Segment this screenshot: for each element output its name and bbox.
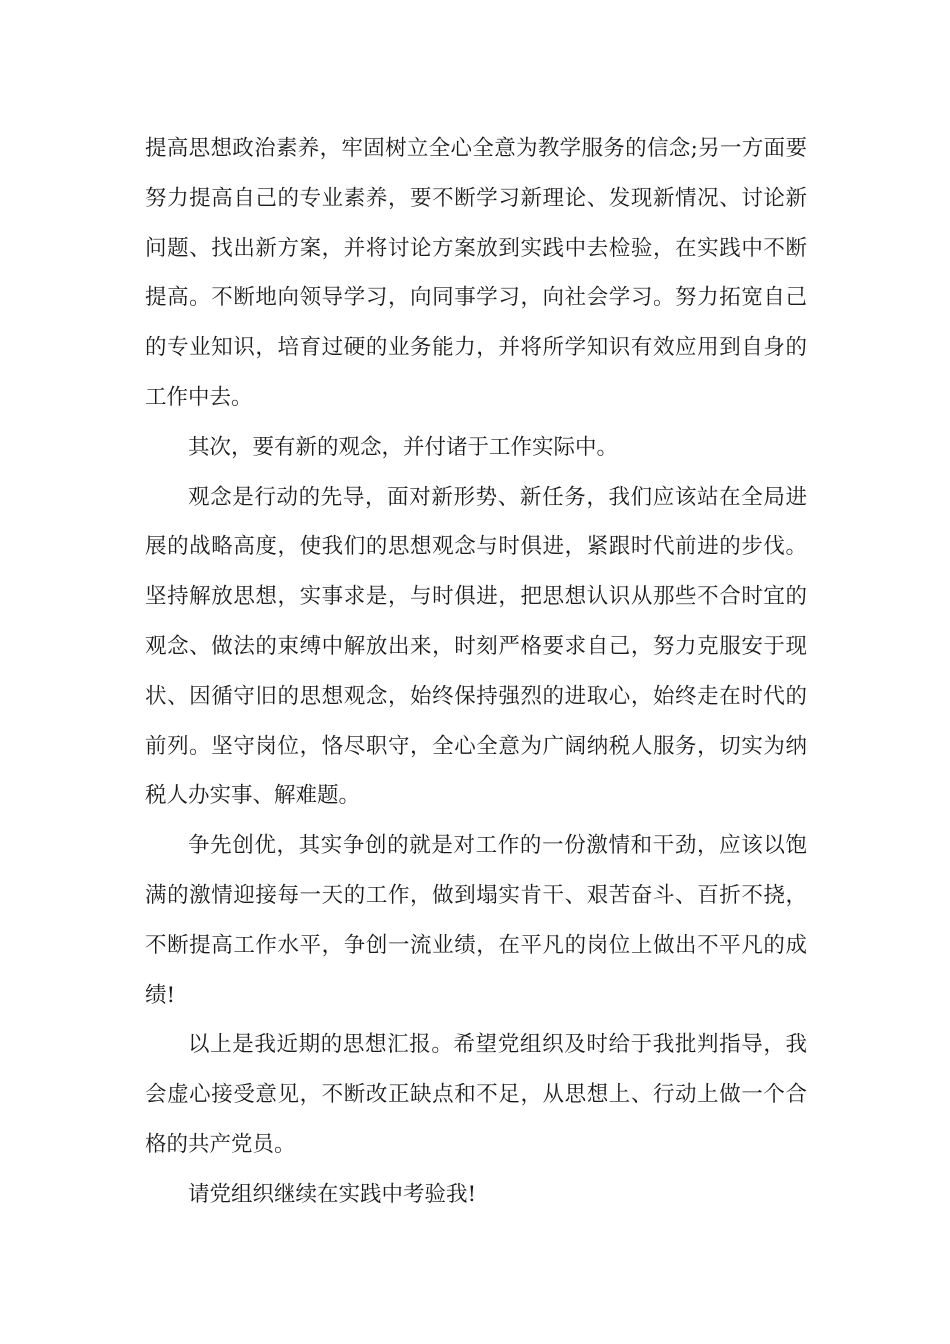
paragraph-continued: 提高思想政治素养，牢固树立全心全意为教学服务的信念;另一方面要努力提高自己的专业素养，要不断学习新理论、发现新情况、讨论新问题、找出新方案，并将讨论方案放到实践中去检验，在实践中不断提高。不断地向领导学习，向同事学习，向社会学习。努力拓宽自己的专业知识，培育过硬的业务能力，并将所学知识有效应用到自身的工作中去。 — [145, 136, 807, 410]
paragraph-concept-guide: 观念是行动的先导，面对新形势、新任务，我们应该站在全局进展的战略高度，使我们的思想观念与时俱进，紧跟时代前进的步伐。坚持解放思想，实事求是，与时俱进，把思想认识从那些不合时宜的观念、做法的束缚中解放出来，时刻严格要求自己，努力克服安于现状、因循守旧的思想观念，始终保持强烈的进取心，始终走在时代的前列。坚守岗位，恪尽职守，全心全意为广阔纳税人服务，切实为纳税人办实事、解难题。 — [145, 484, 807, 809]
paragraph-closing: 请党组织继续在实践中考验我! — [188, 1181, 477, 1207]
document-body — [145, 124, 807, 1220]
paragraph-strive-excellence: 争先创优，其实争创的就是对工作的一份激情和干劲，应该以饱满的激情迎接每一天的工作，做到塌实肯干、艰苦奋斗、百折不挠，不断提高工作水平，争创一流业绩，在平凡的岗位上做出不平凡的成绩! — [145, 833, 807, 1008]
paragraph-new-concept: 其次，要有新的观念，并付诸于工作实际中。 — [188, 434, 619, 460]
paragraph-report-summary: 以上是我近期的思想汇报。希望党组织及时给于我批判指导，我会虚心接受意见，不断改正缺点和不足，从思想上、行动上做一个合格的共产党员。 — [145, 1032, 807, 1157]
